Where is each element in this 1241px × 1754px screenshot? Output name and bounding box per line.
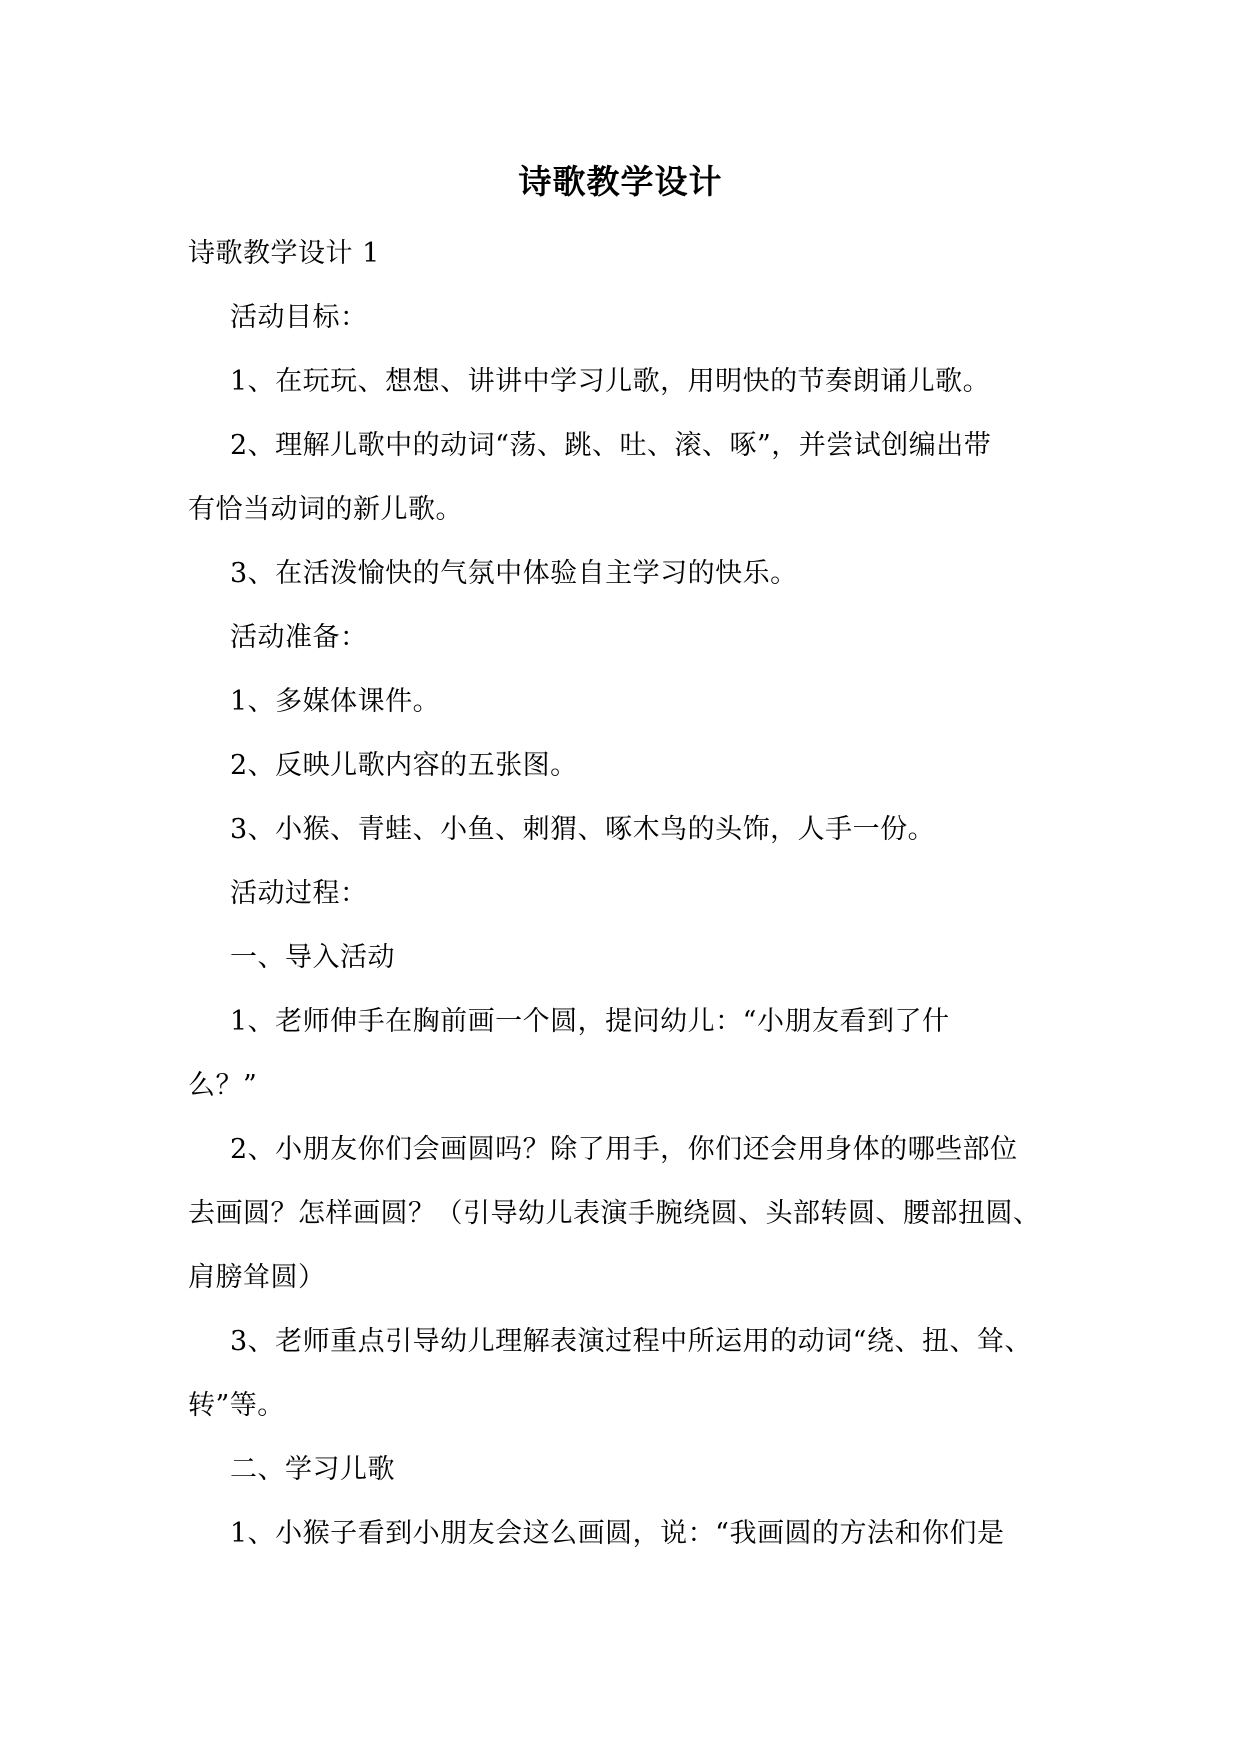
paragraph-line: 1、多媒体课件。: [230, 686, 441, 717]
paragraph-line: 有恰当动词的新儿歌。: [188, 494, 463, 525]
paragraph-line: 3、老师重点引导幼儿理解表演过程中所运用的动词“绕、扭、耸、: [230, 1326, 1032, 1357]
subtitle: 诗歌教学设计 1: [188, 238, 380, 269]
subsection-heading: 二、学习儿歌: [230, 1454, 395, 1485]
paragraph-line: 去画圆？怎样画圆？（引导幼儿表演手腕绕圆、头部转圆、腰部扭圆、: [188, 1198, 1041, 1229]
paragraph-line: 3、小猴、青蛙、小鱼、刺猬、啄木鸟的头饰，人手一份。: [230, 814, 936, 845]
paragraph-line: 2、反映儿歌内容的五张图。: [230, 750, 578, 781]
section-heading-preparation: 活动准备：: [230, 622, 368, 653]
document-title: 诗歌教学设计: [518, 162, 723, 201]
paragraph-line: 肩膀耸圆）: [188, 1262, 326, 1293]
paragraph-line: 1、小猴子看到小朋友会这么画圆，说：“我画圆的方法和你们是: [230, 1518, 1005, 1549]
paragraph-line: 2、小朋友你们会画圆吗？除了用手，你们还会用身体的哪些部位: [230, 1134, 1018, 1165]
section-heading-goals: 活动目标：: [230, 302, 368, 333]
paragraph-line: 1、老师伸手在胸前画一个圆，提问幼儿：“小朋友看到了什: [230, 1006, 950, 1037]
paragraph-line: 转”等。: [188, 1390, 285, 1421]
paragraph-line: 1、在玩玩、想想、讲讲中学习儿歌，用明快的节奏朗诵儿歌。: [230, 366, 991, 397]
subsection-heading: 一、导入活动: [230, 942, 395, 973]
paragraph-line: 么？”: [188, 1070, 258, 1101]
section-heading-process: 活动过程：: [230, 878, 368, 909]
paragraph-line: 2、理解儿歌中的动词“荡、跳、吐、滚、啄”，并尝试创编出带: [230, 430, 992, 461]
paragraph-line: 3、在活泼愉快的气氛中体验自主学习的快乐。: [230, 558, 798, 589]
